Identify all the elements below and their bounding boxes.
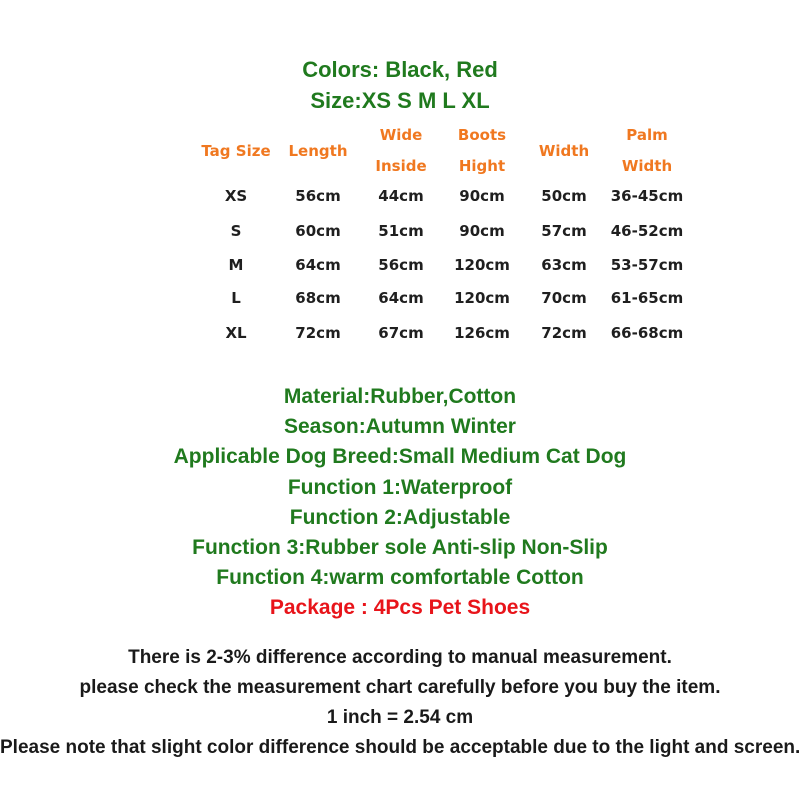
table-cell: 36-45cm — [610, 187, 684, 205]
table-cell: 64cm — [295, 256, 341, 274]
table-header-text: Width — [621, 157, 673, 175]
function-4-line: Function 4:warm comfortable Cotton — [216, 566, 584, 589]
table-cell: 57cm — [541, 222, 587, 240]
table-size-label: XL — [225, 324, 247, 342]
table-header-text: Palm — [626, 126, 668, 144]
table-cell: 51cm — [378, 222, 424, 240]
season-line: Season:Autumn Winter — [284, 415, 516, 438]
function-1-line: Function 1:Waterproof — [287, 476, 513, 499]
table-cell: 66-68cm — [610, 324, 684, 342]
table-header-text: Tag Size — [201, 142, 271, 160]
table-header-text: Inside — [375, 157, 427, 175]
note-difference: There is 2-3% difference according to manual measurement. — [128, 647, 672, 668]
table-header-cell — [539, 136, 589, 167]
table-size-label: L — [231, 289, 241, 307]
note-color-difference: Please note that slight color difference should be acceptable due to the light and screen. — [0, 737, 800, 758]
size-chart-table — [0, 0, 800, 360]
table-cell: 70cm — [541, 289, 587, 307]
table-cell: 126cm — [454, 324, 510, 342]
table-header-cell — [289, 136, 348, 167]
table-header-cell — [201, 136, 270, 167]
table-size-label: S — [230, 222, 242, 240]
table-cell: 90cm — [459, 222, 505, 240]
table-cell: 68cm — [295, 289, 341, 307]
table-cell: 72cm — [295, 324, 341, 342]
sizes-line: Size:XS S M L XL — [310, 88, 490, 113]
table-cell: 46-52cm — [610, 222, 684, 240]
breed-line: Applicable Dog Breed:Small Medium Cat Dog — [173, 445, 627, 468]
table-cell: 90cm — [459, 187, 505, 205]
table-cell: 53-57cm — [610, 256, 684, 274]
material-line: Material:Rubber,Cotton — [283, 385, 517, 408]
note-check-chart: please check the measurement chart carefully before you buy the item. — [79, 677, 721, 698]
table-size-label: M — [228, 256, 244, 274]
table-header-cell — [375, 120, 426, 182]
table-header-cell — [458, 120, 506, 182]
colors-line: Colors: Black, Red — [302, 57, 498, 82]
function-2-line: Function 2:Adjustable — [289, 506, 511, 529]
table-header-text: Width — [538, 142, 590, 160]
table-cell: 64cm — [378, 289, 424, 307]
table-header-text: Boots — [457, 126, 507, 144]
note-inch-conversion: 1 inch = 2.54 cm — [326, 707, 474, 728]
table-cell: 60cm — [295, 222, 341, 240]
table-cell: 44cm — [378, 187, 424, 205]
table-cell: 56cm — [295, 187, 341, 205]
table-cell: 56cm — [378, 256, 424, 274]
table-cell: 120cm — [454, 289, 510, 307]
table-header-text: Length — [288, 142, 348, 160]
table-cell: 72cm — [541, 324, 587, 342]
table-size-label: XS — [224, 187, 248, 205]
table-cell: 61-65cm — [610, 289, 684, 307]
table-cell: 67cm — [378, 324, 424, 342]
table-cell: 63cm — [541, 256, 587, 274]
package-line: Package : 4Pcs Pet Shoes — [269, 596, 531, 619]
table-header-text: Hight — [458, 157, 506, 175]
table-cell: 50cm — [541, 187, 587, 205]
table-cell: 120cm — [454, 256, 510, 274]
table-header-cell — [622, 120, 672, 182]
function-3-line: Function 3:Rubber sole Anti-slip Non-Slip — [192, 536, 608, 559]
table-header-text: Wide — [379, 126, 423, 144]
